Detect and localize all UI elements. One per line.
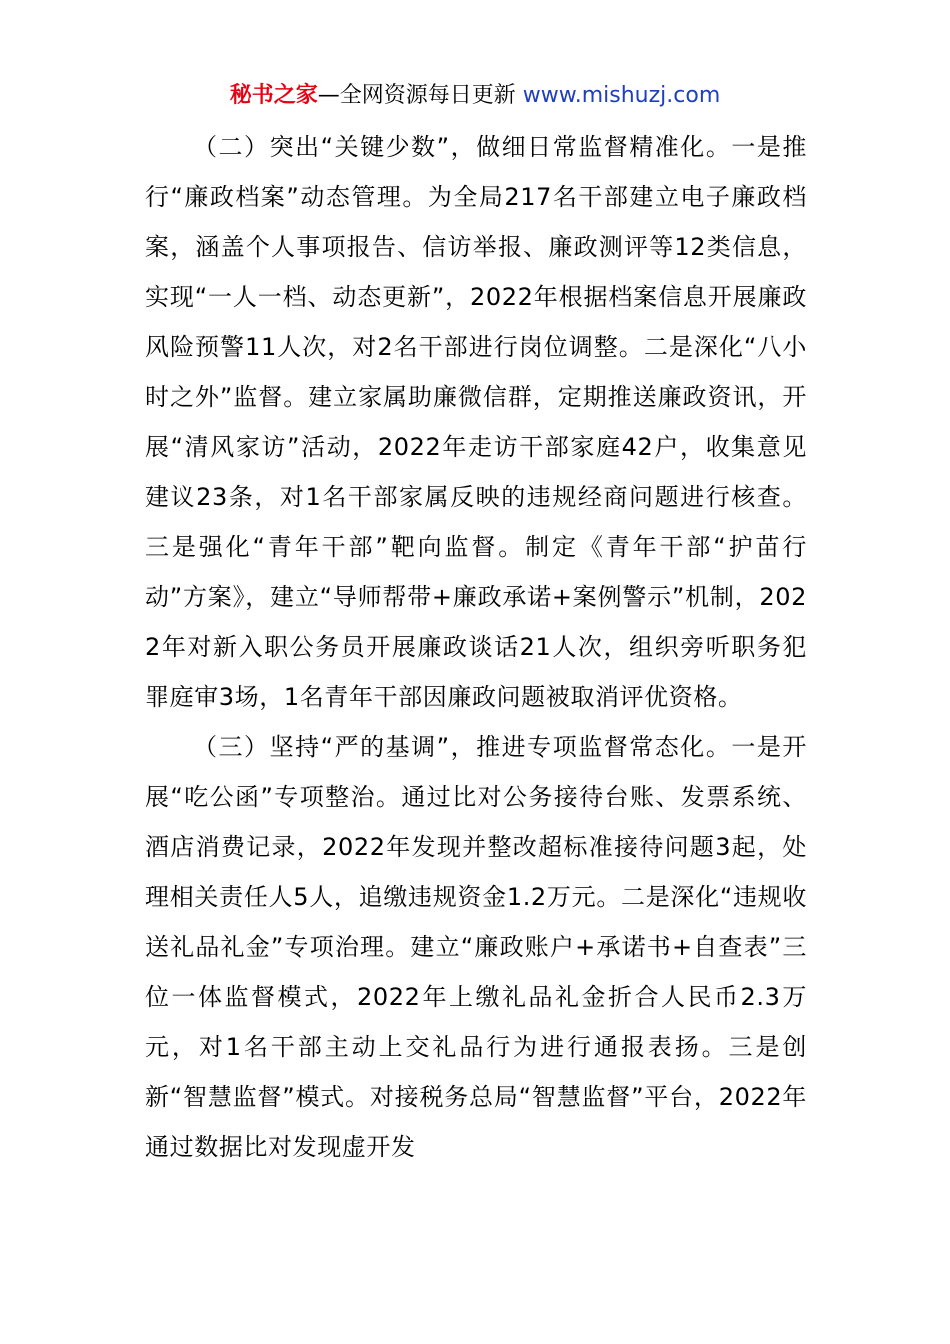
page-header bbox=[0, 80, 950, 112]
paragraph-section-2: （二）突出“关键少数”，做细日常监督精准化。一是推行“廉政档案”动态管理。为全局217名干部建立电子廉政档案，涵盖个人事项报告、信访举报、廉政测评等12类信息，实现“一人一档、动态更新”，2022年根据档案信息开展廉政风险预警11人次，对2名干部进行岗位调整。二是深化“八小时之外”监督。建立家属助廉微信群，定期推送廉政资讯，开展“清风家访”活动，2022年走访干部家庭42户，收集意见建议23条，对1名干部家属反映的违规经商问题进行核查。三是强化“青年干部”靶向监督。制定《青年干部“护苗行动”方案》，建立“导师帮带+廉政承诺+案例警示”机制，2022年对新入职公务员开展廉政谈话21人次，组织旁听职务犯罪庭审3场，1名青年干部因廉政问题被取消评优资格。 bbox=[145, 133, 807, 711]
header-tagline: —全网资源每日更新 bbox=[317, 83, 523, 108]
paragraph-section-3: （三）坚持“严的基调”，推进专项监督常态化。一是开展“吃公函”专项整治。通过比对公务接待台账、发票系统、酒店消费记录，2022年发现并整改超标准接待问题3起，处理相关责任人5人，追缴违规资金1.2万元。二是深化“违规收送礼品礼金”专项治理。建立“廉政账户+承诺书+自查表”三位一体监督模式，2022年上缴礼品礼金折合人民币2.3万元，对1名干部主动上交礼品行为进行通报表扬。三是创新“智慧监督”模式。对接税务总局“智慧监督”平台，2022年通过数据比对发现虚开发 bbox=[145, 733, 807, 1161]
brand-name: 秘书之家 bbox=[229, 83, 318, 108]
document-body bbox=[145, 122, 807, 1172]
site-url-link[interactable]: www.mishuzj.com bbox=[522, 83, 721, 108]
